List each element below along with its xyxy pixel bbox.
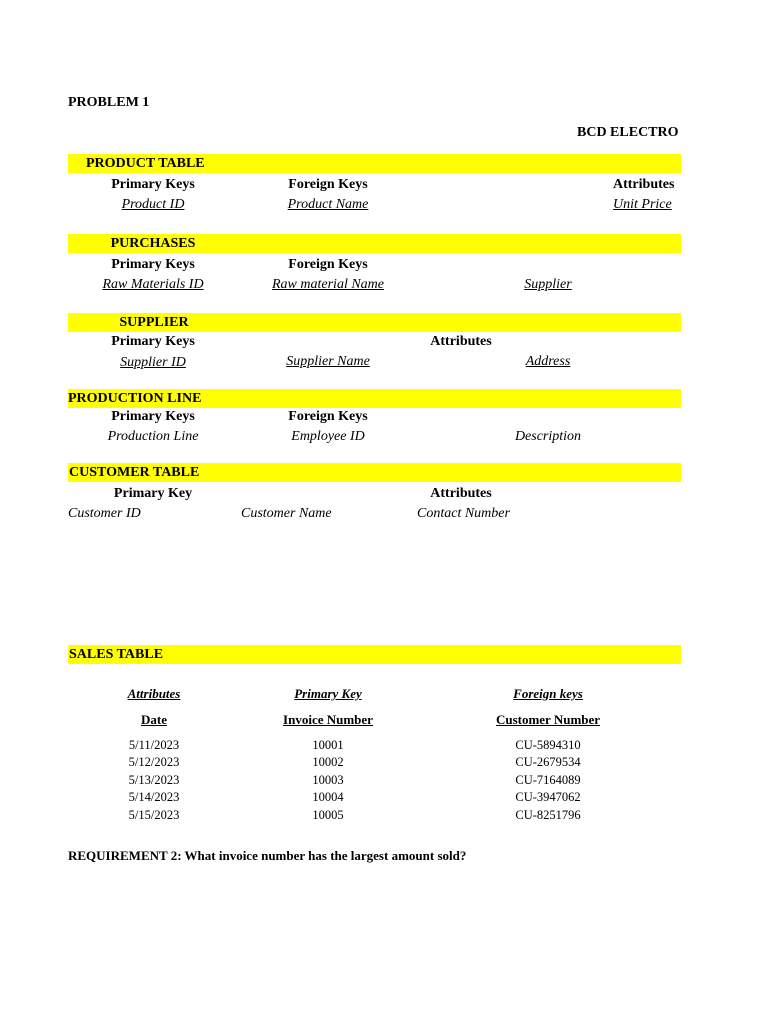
customer-primary-key-header: Primary Key: [113, 486, 193, 501]
sales-invoice-cell: 10005: [312, 808, 344, 822]
supplier-address-field: Address: [525, 354, 571, 369]
sales-date-cell: 5/13/2023: [128, 773, 180, 787]
contact-number-field: Contact Number: [417, 506, 510, 521]
purchases-foreign-keys-header: Foreign Keys: [288, 257, 368, 272]
company-title-clip: [560, 124, 681, 144]
production-line-heading-bar: [68, 389, 681, 408]
supplier-id-field: Supplier ID: [120, 355, 186, 370]
requirement-question: REQUIREMENT 2: What invoice number has the largest amount sold?: [68, 848, 467, 863]
customer-attributes-header: Attributes: [430, 486, 492, 501]
sales-customer-cell: CU-7164089: [515, 773, 581, 787]
product-id-field: Product ID: [121, 197, 185, 212]
unit-price-field: Unit Price: [613, 197, 672, 212]
sales-date-cell: 5/15/2023: [128, 808, 180, 822]
purchases-supplier-field: Supplier: [524, 277, 572, 292]
sales-foreign-keys-group-header: Foreign keys: [513, 686, 583, 701]
raw-material-name-field: Raw material Name: [272, 277, 384, 292]
raw-materials-id-field: Raw Materials ID: [102, 277, 204, 292]
description-field: Description: [514, 429, 582, 444]
problem-title: PROBLEM 1: [68, 95, 150, 110]
sales-date-cell: 5/12/2023: [128, 755, 180, 769]
product-attributes-header: Attributes: [613, 177, 675, 192]
supplier-name-field: Supplier Name: [286, 354, 370, 369]
sales-customer-cell: CU-5894310: [515, 738, 581, 752]
purchases-heading: PURCHASES: [110, 236, 196, 251]
supplier-primary-keys-header: Primary Keys: [111, 334, 195, 349]
production-line-heading: PRODUCTION LINE: [68, 391, 202, 406]
product-table-heading: PRODUCT TABLE: [86, 156, 205, 171]
purchases-primary-keys-header: Primary Keys: [111, 257, 195, 272]
sales-table-heading: SALES TABLE: [69, 647, 164, 662]
sales-invoice-cell: 10004: [312, 790, 344, 804]
product-table-heading-bar: [68, 154, 681, 173]
sales-customer-cell: CU-8251796: [515, 808, 581, 822]
production-line-primary-keys-header: Primary Keys: [111, 409, 195, 424]
sales-attributes-group-header: Attributes: [127, 686, 181, 701]
sales-invoice-number-column-header: Invoice Number: [283, 712, 373, 727]
employee-id-field: Employee ID: [291, 429, 365, 444]
production-line-field: Production Line: [107, 429, 199, 444]
purchases-heading-bar: [68, 234, 681, 253]
product-foreign-keys-header: Foreign Keys: [288, 177, 368, 192]
sales-customer-cell: CU-2679534: [515, 755, 581, 769]
company-title: BCD ELECTRO: [577, 125, 679, 140]
sales-date-column-header: Date: [141, 712, 167, 727]
customer-name-field: Customer Name: [241, 506, 332, 521]
product-name-field: Product Name: [287, 197, 369, 212]
supplier-heading: SUPPLIER: [119, 315, 189, 330]
sales-invoice-cell: 10002: [312, 755, 344, 769]
supplier-attributes-header: Attributes: [430, 334, 492, 349]
customer-id-field: Customer ID: [68, 506, 141, 521]
sales-table-heading-bar: [68, 645, 681, 664]
production-line-foreign-keys-header: Foreign Keys: [288, 409, 368, 424]
sales-customer-number-column-header: Customer Number: [495, 712, 601, 727]
sales-customer-cell: CU-3947062: [515, 790, 581, 804]
customer-table-heading-bar: [68, 463, 681, 482]
supplier-heading-bar: [68, 313, 681, 332]
sales-invoice-cell: 10001: [312, 738, 344, 752]
product-primary-keys-header: Primary Keys: [111, 177, 195, 192]
customer-table-heading: CUSTOMER TABLE: [69, 465, 200, 480]
sales-date-cell: 5/14/2023: [128, 790, 180, 804]
sales-primary-key-group-header: Primary Key: [294, 686, 362, 701]
sales-invoice-cell: 10003: [312, 773, 344, 787]
sales-date-cell: 5/11/2023: [128, 738, 180, 752]
